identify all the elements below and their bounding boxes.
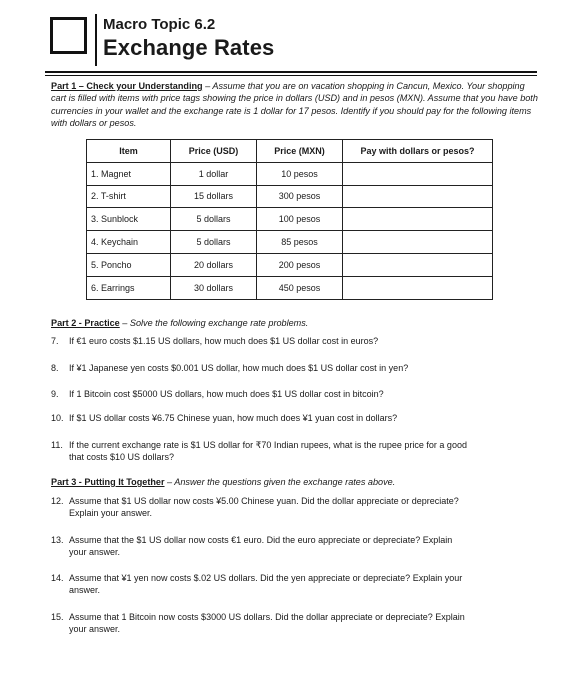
topic-label: Macro Topic 6.2 [103,16,216,33]
column-header-price-usd: Price (USD) [171,140,257,163]
column-header-price-mxn: Price (MXN) [257,140,343,163]
question-text: If ¥1 Japanese yen costs $0.001 US dollar, how much does $1 US dollar cost in yen? [69,363,409,373]
part2-instructions: Solve the following exchange rate problems. [129,318,309,328]
cell-price-mxn: 85 pesos [257,231,343,254]
header-vertical-divider [95,14,97,66]
column-header-pay-with: Pay with dollars or pesos? [343,140,493,163]
cell-price-mxn: 300 pesos [257,185,343,208]
question-text-continued: that costs $10 US dollars? [69,451,175,462]
question-text: If €1 euro costs $1.15 US dollars, how much does $1 US dollar cost in euros? [69,336,379,346]
question-text-continued: answer. [69,584,101,595]
answer-cell[interactable] [343,253,493,276]
question-8 [51,363,541,375]
cell-price-mxn: 10 pesos [257,162,343,185]
table-row [87,231,493,254]
column-header-item: Item [87,140,171,163]
question-text-continued: Explain your answer. [69,507,153,518]
question-text-continued: your answer. [69,546,121,557]
cell-price-usd: 30 dollars [171,276,257,299]
cell-price-usd: 20 dollars [171,253,257,276]
question-text: Assume that $1 US dollar now costs ¥5.00 Chinese yuan. Did the dollar appreciate or depreciate? [69,496,459,506]
part3-dash: – [164,477,175,487]
cell-item: 3. Sunblock [87,208,171,231]
question-text: Assume that ¥1 yen now costs $.02 US dollars. Did the yen appreciate or depreciate? Explain your [69,573,463,583]
cell-price-usd: 15 dollars [171,185,257,208]
part2-heading: Part 2 - Practice [51,318,120,328]
question-7 [51,336,541,348]
question-number: 8. [51,363,59,373]
cell-price-mxn: 100 pesos [257,208,343,231]
question-13 [51,535,541,558]
part1-intro [51,80,541,129]
question-9 [51,389,541,401]
question-number: 10. [51,413,64,423]
question-number: 14. [51,573,64,583]
part2-header [51,318,308,328]
checkbox-logo-square [50,17,87,54]
question-10 [51,413,541,425]
question-number: 12. [51,496,64,506]
cell-price-mxn: 450 pesos [257,276,343,299]
question-text: Assume that 1 Bitcoin now costs $3000 US dollars. Did the dollar appreciate or depreciate? Explain [69,612,465,622]
cell-item: 1. Magnet [87,162,171,185]
question-14 [51,573,541,596]
question-number: 15. [51,612,64,622]
exchange-table [86,139,493,300]
header-rule [45,71,537,73]
answer-cell[interactable] [343,185,493,208]
question-number: 13. [51,535,64,545]
answer-cell[interactable] [343,276,493,299]
table-row [87,253,493,276]
part3-instructions: Answer the questions given the exchange rates above. [174,477,396,487]
cell-price-usd: 5 dollars [171,208,257,231]
question-text: If 1 Bitcoin cost $5000 US dollars, how much does $1 US dollar cost in bitcoin? [69,389,384,399]
part1-instructions: Assume that you are on vacation shopping in Cancun, Mexico. Your shopping cart is filled with items with price tags showing the price in dollars (USD) and in pesos (MXN). Assume that you have both currencies in your wallet and the exchange rate is 1 dollar for 17 pesos. Identify if you should pay for the following items with dollars or pesos. [51,81,538,128]
part1-heading: Part 1 – Check your Understanding [51,81,203,91]
question-text: Assume that the $1 US dollar now costs €1 euro. Did the euro appreciate or depreciate? Explain [69,535,453,545]
part2-dash: – [119,318,130,328]
table-row [87,208,493,231]
question-text: If the current exchange rate is $1 US dollar for ₹70 Indian rupees, what is the rupee price for a good [69,440,467,450]
question-15 [51,612,541,635]
cell-item: 4. Keychain [87,231,171,254]
cell-price-usd: 5 dollars [171,231,257,254]
table-row [87,162,493,185]
part3-heading: Part 3 - Putting It Together [51,477,165,487]
table-row [87,276,493,299]
question-number: 9. [51,389,59,399]
question-11 [51,440,541,463]
answer-cell[interactable] [343,208,493,231]
question-12 [51,496,541,519]
header-rule-thin [45,75,537,76]
table-row [87,185,493,208]
question-number: 11. [51,440,63,450]
question-text-continued: your answer. [69,623,121,634]
question-text: If $1 US dollar costs ¥6.75 Chinese yuan, how much does ¥1 yuan cost in dollars? [69,413,398,423]
table-header-row [87,140,493,163]
cell-item: 6. Earrings [87,276,171,299]
cell-price-mxn: 200 pesos [257,253,343,276]
part3-header [51,477,395,487]
page-title: Exchange Rates [103,35,275,60]
answer-cell[interactable] [343,162,493,185]
cell-price-usd: 1 dollar [171,162,257,185]
part1-dash: – [202,81,213,91]
answer-cell[interactable] [343,231,493,254]
cell-item: 5. Poncho [87,253,171,276]
question-number: 7. [51,336,59,346]
cell-item: 2. T-shirt [87,185,171,208]
